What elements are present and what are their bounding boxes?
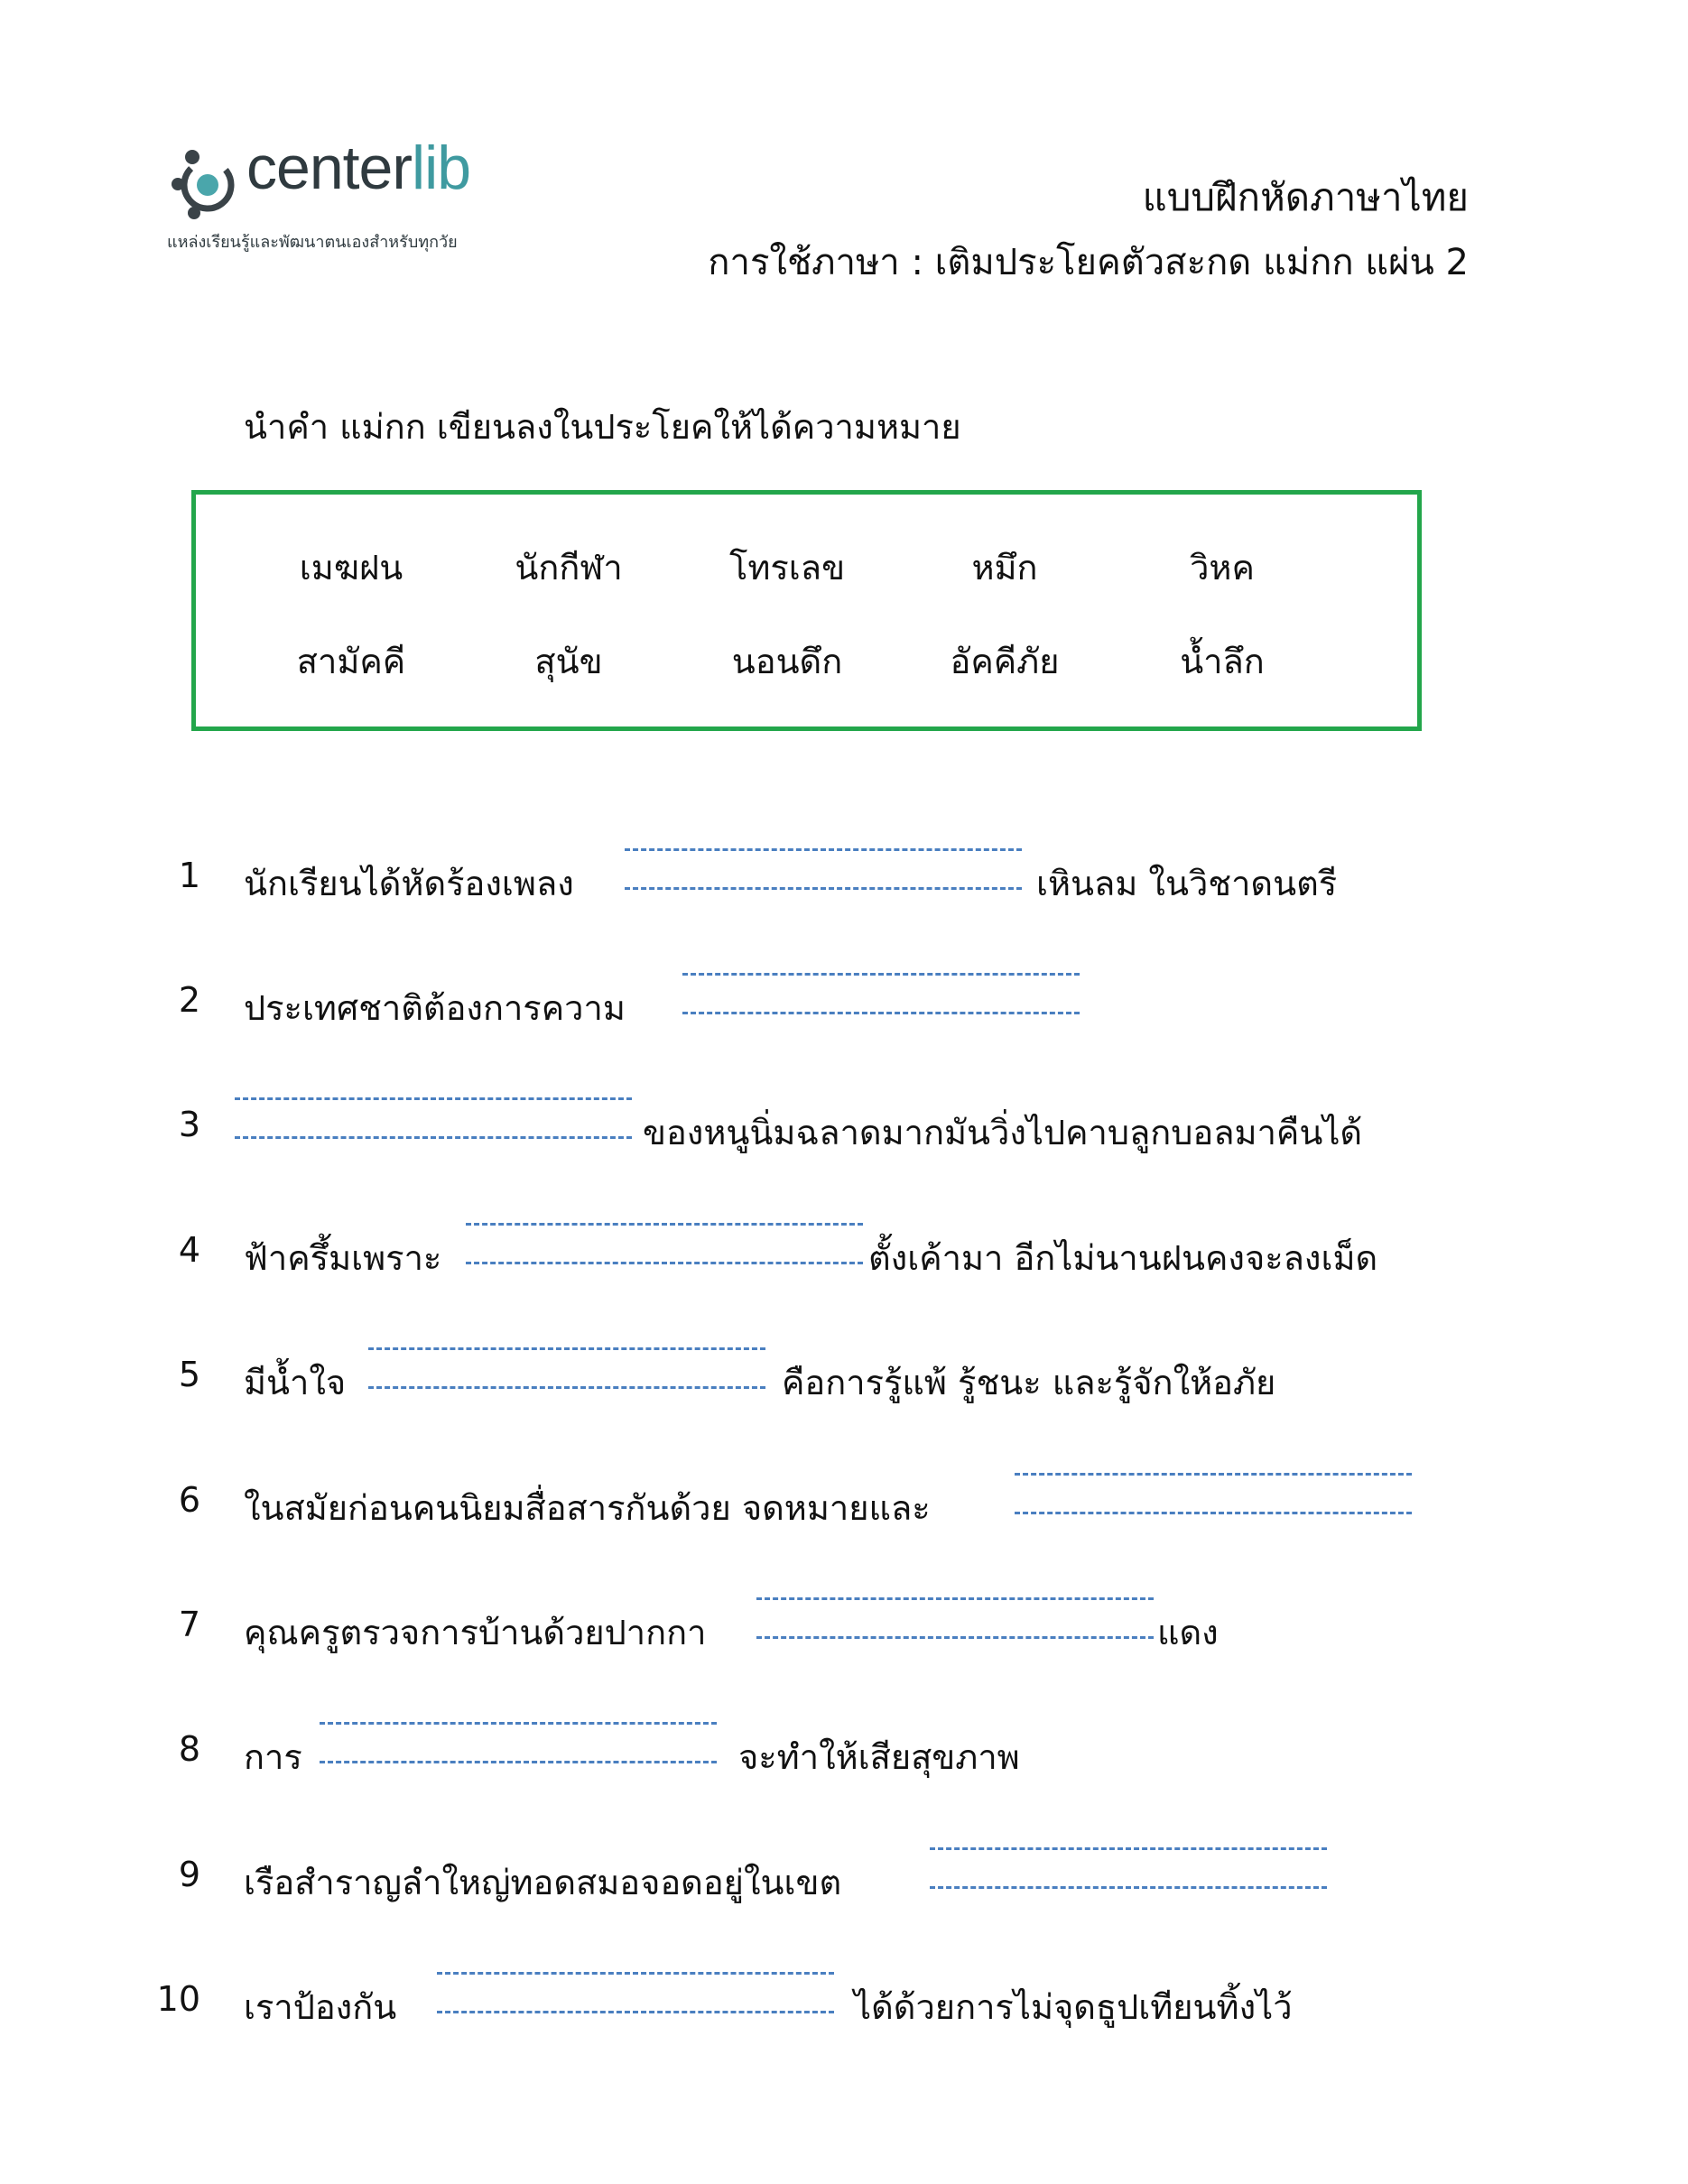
word-bank-word: โทรเลข xyxy=(728,548,846,588)
question-text-after: เหินลม ในวิชาดนตรี xyxy=(1036,864,1338,903)
question-text-after: ได้ด้วยการไม่จุดธูปเทียนทิ้งไว้ xyxy=(854,1987,1293,2027)
question-number: 10 xyxy=(156,1979,200,2019)
answer-blank[interactable] xyxy=(682,973,1080,1014)
question-number: 6 xyxy=(178,1480,200,1520)
word-bank-word: นอนดึก xyxy=(731,642,843,681)
answer-blank[interactable] xyxy=(368,1347,765,1389)
question-text-before: มีน้ำใจ xyxy=(244,1363,347,1402)
question-text-after: ของหนูนิ่มฉลาดมากมันวิ่งไปคาบลูกบอลมาคืนได้ xyxy=(643,1113,1363,1152)
word-bank-word: สุนัข xyxy=(534,642,603,681)
logo-tagline: แหล่งเรียนรู้และพัฒนาตนเองสำหรับทุกวัย xyxy=(167,233,458,252)
answer-blank[interactable] xyxy=(930,1847,1327,1889)
word-bank-word: วิหค xyxy=(1190,548,1255,588)
question-item xyxy=(0,1972,1688,2044)
question-item xyxy=(0,1097,1688,1170)
question-number: 5 xyxy=(178,1355,200,1394)
answer-blank[interactable] xyxy=(320,1722,717,1763)
question-text-after: คือการรู้แพ้ รู้ชนะ และรู้จักให้อภัย xyxy=(782,1363,1276,1402)
question-number: 1 xyxy=(178,856,200,895)
question-item xyxy=(0,973,1688,1045)
question-number: 9 xyxy=(178,1855,200,1894)
answer-blank[interactable] xyxy=(437,1972,834,2013)
question-item xyxy=(0,1722,1688,1794)
instruction-text: นำคำ แม่กก เขียนลงในประโยคให้ได้ความหมาย xyxy=(244,407,961,447)
answer-blank[interactable] xyxy=(466,1223,863,1264)
question-text-before: การ xyxy=(244,1737,302,1777)
answer-blank[interactable] xyxy=(235,1097,632,1139)
question-number: 4 xyxy=(178,1230,200,1270)
word-bank-word: หมึก xyxy=(971,548,1038,588)
answer-blank[interactable] xyxy=(1015,1473,1412,1514)
question-item xyxy=(0,1597,1688,1670)
worksheet-title: แบบฝึกหัดภาษาไทย xyxy=(1142,175,1469,219)
question-item xyxy=(0,1473,1688,1545)
question-text-before: คุณครูตรวจการบ้านด้วยปากกา xyxy=(244,1613,707,1652)
question-item xyxy=(0,1223,1688,1295)
logo-mark-icon xyxy=(167,144,245,222)
question-text-before: ฟ้าครึ้มเพราะ xyxy=(244,1238,442,1278)
word-bank-word: น้ำลึก xyxy=(1180,642,1265,681)
word-bank-box xyxy=(191,490,1422,731)
question-text-before: ประเทศชาติต้องการความ xyxy=(244,988,626,1028)
question-text-before: นักเรียนได้หัดร้องเพลง xyxy=(244,864,574,903)
question-item xyxy=(0,1347,1688,1420)
word-bank-word: สามัคคี xyxy=(296,642,406,681)
question-text-before: เรือสำราญลำใหญ่ทอดสมอจอดอยู่ในเขต xyxy=(244,1863,842,1902)
question-number: 2 xyxy=(178,980,200,1020)
logo-wordmark: centerlib xyxy=(246,134,471,202)
answer-blank[interactable] xyxy=(756,1597,1154,1639)
question-text-after: ตั้งเค้ามา อีกไม่นานฝนคงจะลงเม็ด xyxy=(868,1238,1378,1278)
question-number: 8 xyxy=(178,1729,200,1769)
question-text-after: แดง xyxy=(1157,1613,1219,1652)
word-bank-word: นักกีฬา xyxy=(515,548,623,588)
centerlib-logo xyxy=(167,134,546,253)
word-bank-word: อัคคีภัย xyxy=(950,642,1060,681)
question-text-after: จะทำให้เสียสุขภาพ xyxy=(738,1737,1020,1777)
worksheet-subtitle: การใช้ภาษา : เติมประโยคตัวสะกด แม่กก แผ่น 2 xyxy=(708,242,1469,283)
question-item xyxy=(0,1847,1688,1920)
question-number: 7 xyxy=(178,1605,200,1644)
question-number: 3 xyxy=(178,1105,200,1144)
question-text-before: ในสมัยก่อนคนนิยมสื่อสารกันด้วย จดหมายและ xyxy=(244,1488,931,1528)
word-bank-word: เมฆฝน xyxy=(299,548,403,588)
question-item xyxy=(0,848,1688,921)
question-text-before: เราป้องกัน xyxy=(244,1987,397,2027)
answer-blank[interactable] xyxy=(625,848,1022,890)
